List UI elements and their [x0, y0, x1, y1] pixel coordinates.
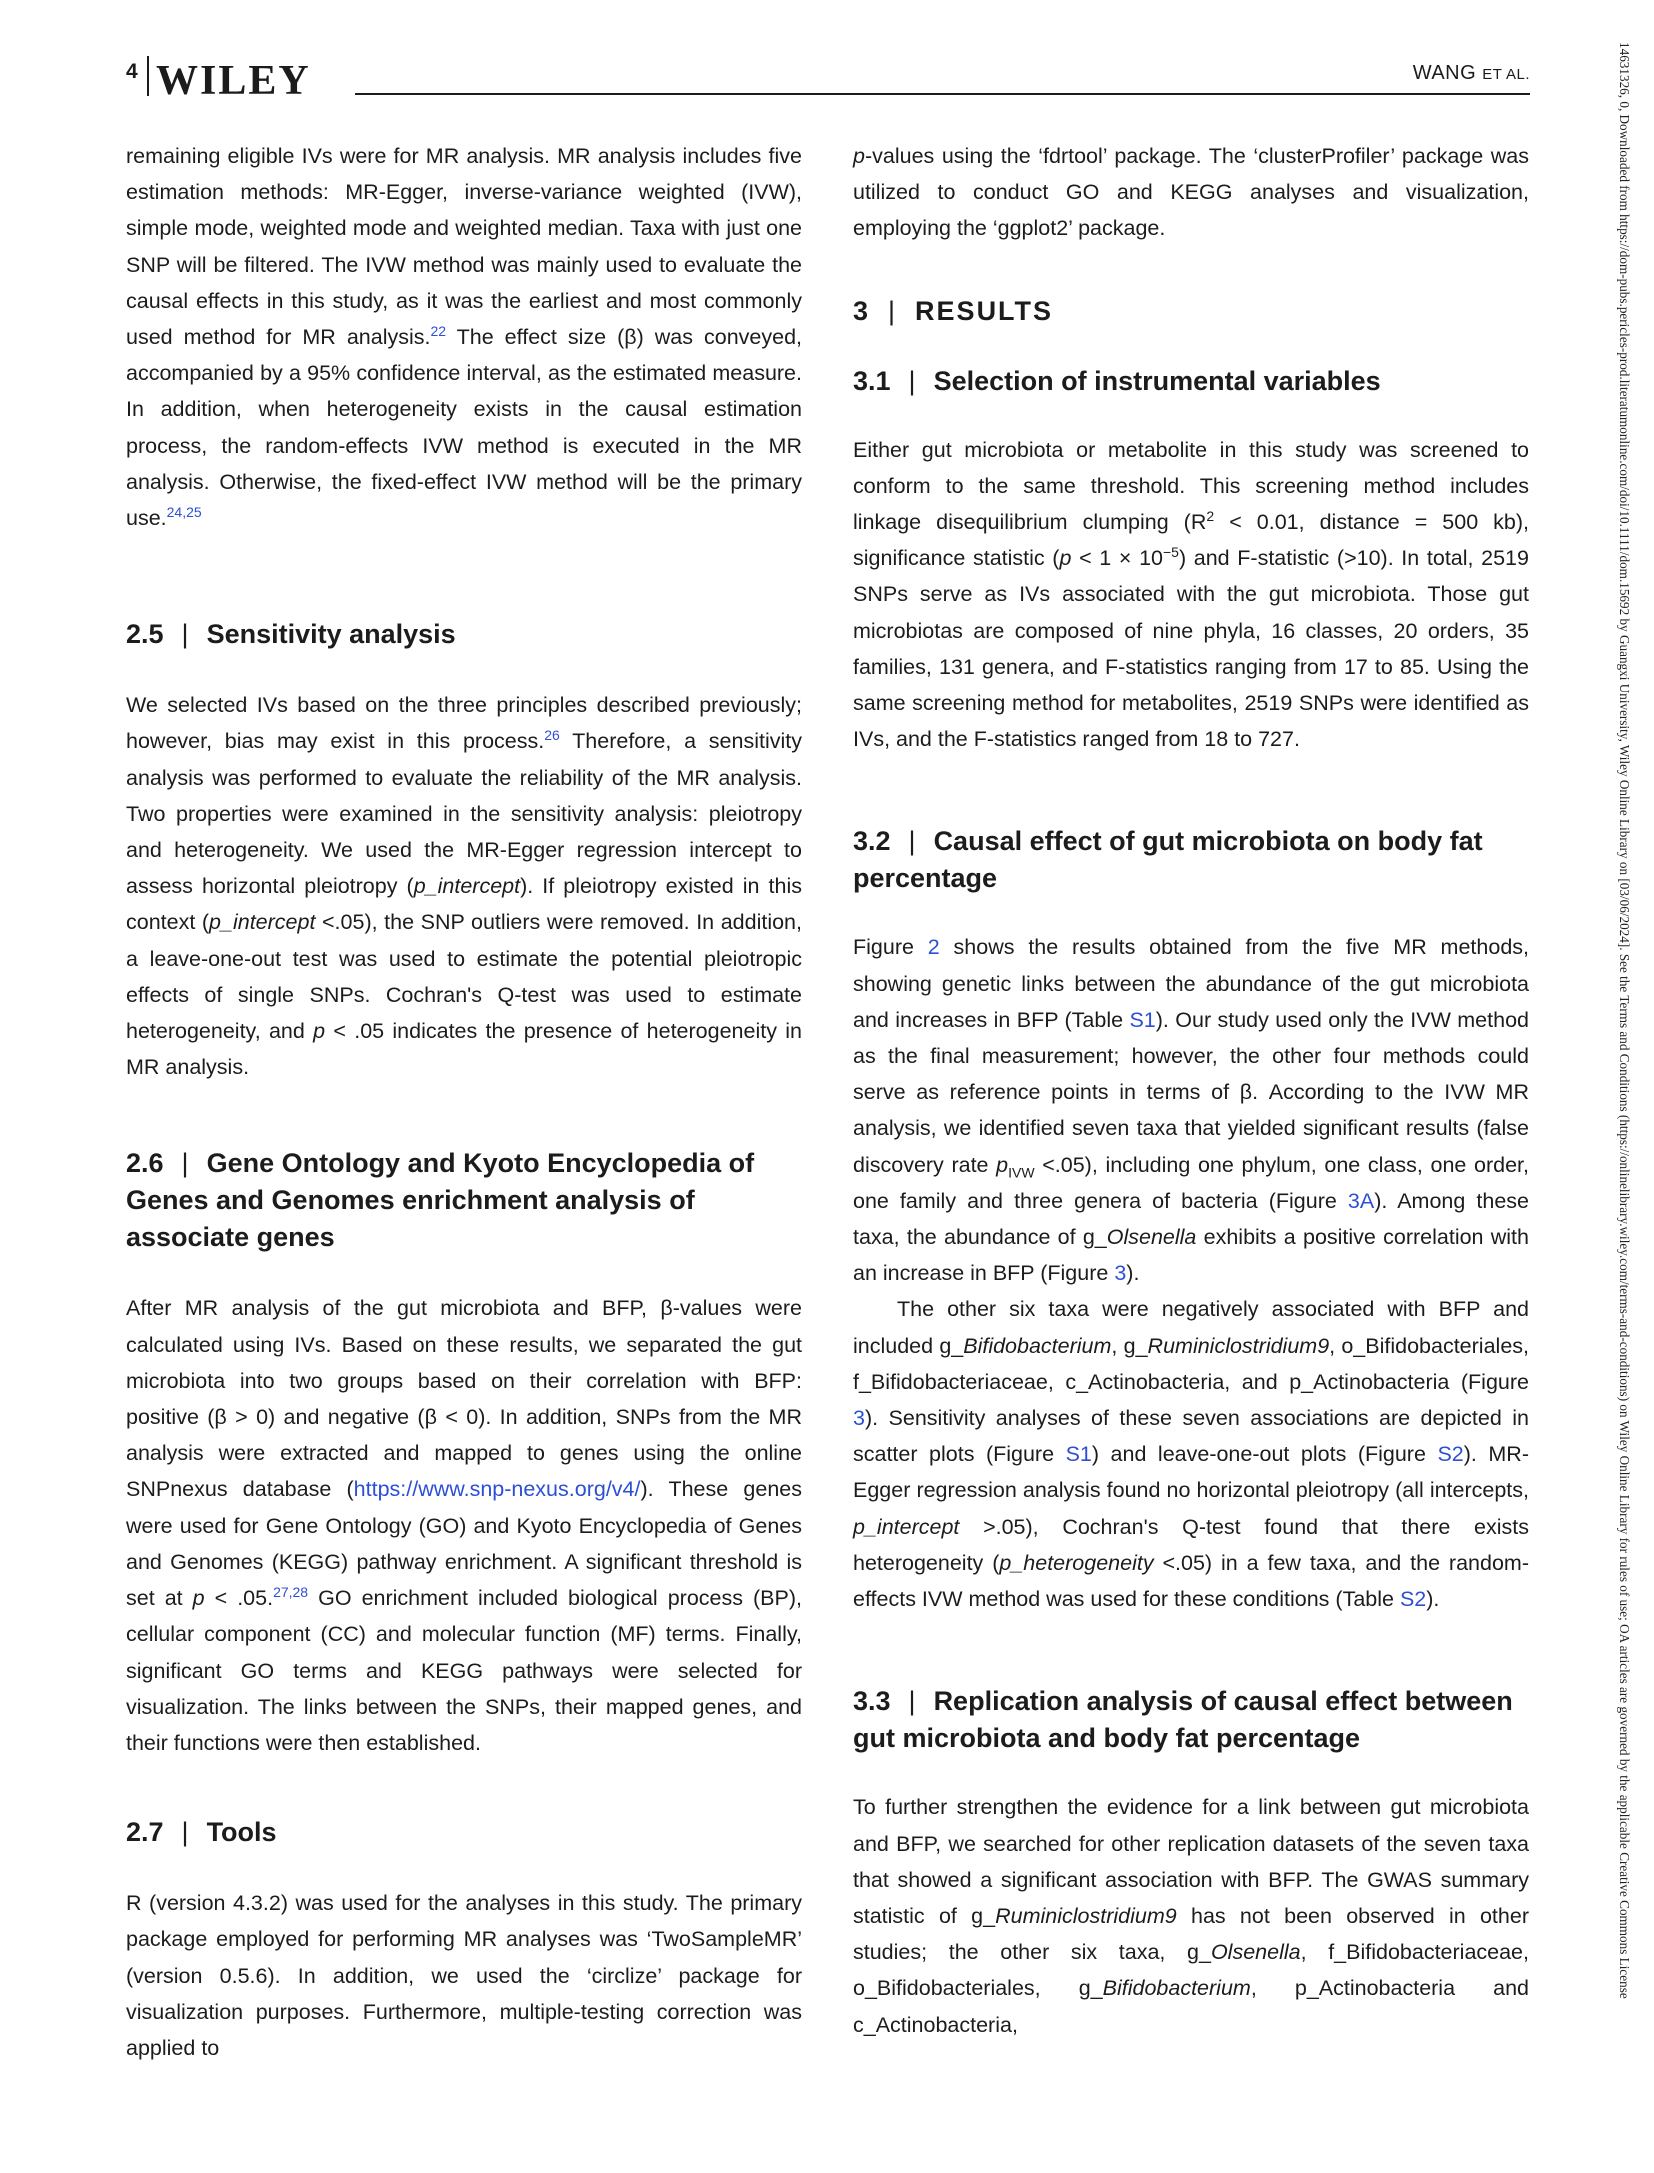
italic-term: Ruminiclostridium9: [1147, 1333, 1330, 1358]
citation-ref[interactable]: 26: [544, 727, 560, 744]
citation-ref[interactable]: 24,25: [166, 503, 202, 520]
superscript: −5: [1163, 544, 1179, 561]
citation-ref[interactable]: 22: [430, 322, 447, 339]
heading-3-3: 3.3 | Replication analysis of causal effect between gut microbiota and body fat percentage: [853, 1686, 1513, 1754]
running-head-etal: ET AL.: [1482, 66, 1530, 83]
italic-term: Olsenella: [1210, 1940, 1301, 1965]
cross-ref-link[interactable]: S2: [1399, 1587, 1427, 1612]
heading-3-results: 3 | RESULTS: [853, 295, 1054, 326]
publisher-logo: WILEY: [156, 58, 311, 104]
page-number: 4: [126, 60, 138, 83]
cross-ref-link[interactable]: S2: [1437, 1442, 1464, 1467]
heading-2-5: 2.5 | Sensitivity analysis: [126, 619, 456, 650]
cross-ref-link[interactable]: 3: [1114, 1261, 1127, 1286]
header-tick-mark: [147, 56, 149, 96]
citation-ref[interactable]: 27,28: [273, 1583, 309, 1600]
italic-term: Ruminiclostridium9: [995, 1903, 1177, 1928]
italic-term: p_intercept: [209, 910, 316, 935]
heading-3-1: 3.1 | Selection of instrumental variables: [853, 365, 1381, 396]
italic-term: p: [192, 1586, 205, 1611]
paragraph-negative-taxa: The other six taxa were negatively associated with BFP and included g_Bifidobacterium, g_Ruminiclostridium9, o_Bifidobacteriales, f_Bifidobacteriaceae, c_Actinobacteria, and p_Actinobacteria (Figure 3). Sensitivity analyses of these seven associations are depicted in scatter plots (Figure S1) and leave-one-out plots (Figure S2). MR-Egger regression analysis found no horizontal pleiotropy (all intercepts, p_intercept >.05), Cochran's Q-test found that there exists heterogeneity (p_heterogeneity <.05) in a few taxa, and the random-effects IVW method was used for these conditions (Table S2).: [853, 1297, 1529, 1612]
italic-term: Bifidobacterium: [1102, 1976, 1251, 2001]
page-header: [0, 0, 1654, 110]
italic-term: p: [313, 1019, 326, 1044]
cross-ref-link[interactable]: https://www.snp-nexus.org/v4/: [353, 1477, 641, 1502]
italic-term: p_heterogeneity: [999, 1550, 1154, 1575]
paragraph-replication: To further strengthen the evidence for a link between gut microbiota and BFP, we searched for other replication datasets of the seven taxa that showed a significant association with BFP. The GWAS summary statistic of g_Ruminiclostridium9 has not been observed in other studies; the other six taxa, g_Olsenella, f_Bifidobacteriaceae, o_Bifidobacteriales, g_Bifidobacterium, p_Actinobacteria and c_Actinobacteria,: [853, 1795, 1529, 2037]
header-rule: [355, 93, 1530, 95]
right-column: [853, 138, 1529, 2043]
italic-term: p: [996, 1152, 1009, 1177]
italic-term: p_intercept: [413, 874, 521, 899]
subscript: IVW: [1008, 1163, 1035, 1180]
cross-ref-link[interactable]: 2: [927, 935, 940, 960]
heading-2-7: 2.7 | Tools: [126, 1817, 277, 1848]
italic-term: Bifidobacterium: [963, 1333, 1112, 1358]
cross-ref-link[interactable]: S1: [1129, 1007, 1156, 1032]
paragraph-tools: R (version 4.3.2) was used for the analyses in this study. The primary package employed for performing MR analyses was ‘TwoSampleMR’ (version 0.5.6). In addition, we used the ‘circlize’ package for visualization purposes. Furthermore, multiple-testing correction was applied to: [126, 1891, 802, 2060]
paragraph-fdrtool: p-values using the ‘fdrtool’ package. The ‘clusterProfiler’ package was utilized to conduct GO and KEGG analyses and visualization, employing the ‘ggplot2’ package.: [853, 144, 1529, 241]
heading-3-2: 3.2 | Causal effect of gut microbiota on body fat percentage: [853, 826, 1483, 894]
paragraph-sensitivity-analysis: We selected IVs based on the three principles described previously; however, bias may exist in this process.$^{26}$ Therefore, a sensitivity analysis was performed to evaluate the reliability of the MR analysis. Two properties were examined in the sensitivity analysis: pleiotropy and heterogeneity. We used the MR-Egger regression intercept to assess horizontal pleiotropy (p_intercept). If pleiotropy existed in this context (p_intercept <.05), the SNP outliers were removed. In addition, a leave-one-out test was used to estimate the potential pleiotropic effects of single SNPs. Cochran's Q-test was used to estimate heterogeneity, and p < .05 indicates the presence of heterogeneity in MR analysis.: [126, 693, 802, 1080]
heading-2-6: 2.6 | Gene Ontology and Kyoto Encyclopedia of Genes and Genomes enrichment analysis of associate genes: [126, 1148, 755, 1253]
running-head-author: WANG: [1412, 62, 1477, 84]
running-head: [1413, 62, 1530, 85]
paragraph-go-kegg-enrichment: After MR analysis of the gut microbiota and BFP, β-values were calculated using IVs. Based on these results, we separated the gut microbiota into two groups based on their correlation with BFP: positive (β > 0) and negative (β < 0). In addition, SNPs from the MR analysis were extracted and mapped to genes using the online SNPnexus database (https://www.snp-nexus.org/v4/). These genes were used for Gene Ontology (GO) and Kyoto Encyclopedia of Genes and Genomes (KEGG) pathway enrichment. A significant threshold is set at p < .05.$^{27,28}$ GO enrichment included biological process (BP), cellular component (CC) and molecular function (MF) terms. Finally, significant GO terms and KEGG pathways were selected for visualization. The links between the SNPs, their mapped genes, and their functions were then established.: [126, 1296, 803, 1755]
paragraph-selection-iv: Either gut microbiota or metabolite in this study was screened to conform to the same threshold. This screening method includes linkage disequilibrium clumping ($R^2 < 0.01$, distance = 500 kb), significance statistic $(p < 1 \times 10^{-5})$ and F-statistic (>10). In total, 2519 SNPs serve as IVs associated with the gut microbiota. Those gut microbiotas are composed of nine phyla, 16 classes, 20 orders, 35 families, 131 genera, and F-statistics ranging from 17 to 85. Using the same screening method for metabolites, 2519 SNPs were identified as IVs, and the F-statistics ranged from 18 to 727.: [853, 437, 1530, 752]
italic-term: p: [1059, 546, 1072, 571]
italic-term: p_intercept: [853, 1514, 960, 1539]
cross-ref-link[interactable]: S1: [1065, 1442, 1092, 1467]
cross-ref-link[interactable]: 3: [853, 1406, 865, 1431]
paragraph-ivw-methods: remaining eligible IVs were for MR analysis. MR analysis includes five estimation methods: MR-Egger, inverse-variance weighted (IVW), simple mode, weighted mode and weighted median. Taxa with just one SNP will be filtered. The IVW method was mainly used to evaluate the causal effects in this study, as it was the earliest and most commonly used method for MR analysis.$^{22}$ The effect size (β) was conveyed, accompanied by a 95% confidence interval, as the estimated measure. In addition, when heterogeneity exists in the causal estimation process, the random-effects IVW method is executed in the MR analysis. Otherwise, the fixed-effect IVW method will be the primary use.$^{24,25}$: [126, 144, 802, 531]
left-column: [126, 138, 802, 2066]
italic-term: p: [853, 144, 865, 168]
download-notice-sidebar: 14631326, 0, Downloaded from https://dom-pubs.pericles-prod.literatumonline.com/doi/10.1111/dom.15692 by Guangxi University, Wiley Online Library on [03/06/2024]. See the Terms and Conditions (https://onlinelibrary.wiley.com/terms-and-conditions) on Wiley Online Library for rules of use; OA articles are governed by the applicable Creative Commons License: [1617, 42, 1632, 1999]
cross-ref-link[interactable]: 3A: [1347, 1188, 1375, 1213]
superscript: 2: [1206, 507, 1215, 524]
paragraph-causal-effect: Figure 2 shows the results obtained from the five MR methods, showing genetic links between the abundance of the gut microbiota and increases in BFP (Table S1). Our study used only the IVW method as the final measurement; however, the other four methods could serve as reference points in terms of β. According to the IVW MR analysis, we identified seven taxa that yielded significant results (false discovery rate $p_{IVW} <.05$), including one phylum, one class, one order, one family and three genera of bacteria (Figure 3A). Among these taxa, the abundance of g_Olsenella exhibits a positive correlation with an increase in BFP (Figure 3).: [853, 935, 1530, 1286]
italic-term: Olsenella: [1106, 1225, 1197, 1250]
